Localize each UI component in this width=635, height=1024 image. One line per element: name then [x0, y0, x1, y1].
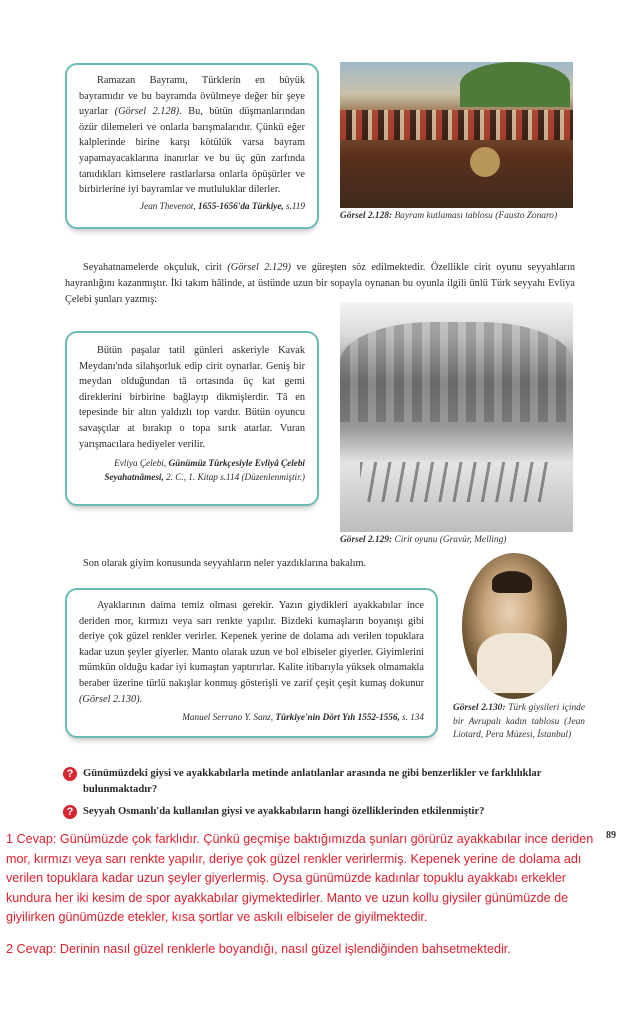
source-title: Türkiye'nin Dört Yılı 1552-1556,: [275, 712, 400, 723]
quote-box-thevenot: [65, 63, 319, 229]
paragraph-text-cont: ve güreşten söz edilmektedir. Özellikle cirit oyunu seyyahların hayranlığını kazanmıştır. İki takım hâlinde, at üstünde uzun bir sopayla oynanan bu oyunla ilgili ünlü Türk seyyahı Evliya Çelebi şunları yazmış:: [65, 262, 575, 305]
quote-source: [79, 710, 424, 724]
answers-block: [6, 830, 594, 971]
figure-label: Görsel 2.128:: [340, 211, 393, 221]
question-icon: ?: [63, 767, 77, 781]
trees-shape: [340, 322, 573, 422]
paragraph-text: Seyahatnamelerde okçuluk, cirit: [83, 262, 228, 273]
quote-source: [79, 456, 305, 484]
caption-text: Bayram kutlaması tablosu (Fausto Zonaro): [392, 211, 558, 221]
cirit-engraving-image: [340, 302, 573, 532]
figure-caption-2-129: [340, 534, 580, 548]
body-paragraph-giyim: Son olarak giyim konusunda seyyahların neler yazdıklarına bakalım.: [83, 558, 367, 569]
question-text: Seyyah Osmanlı'da kullanılan giysi ve ayakkabıların hangi özelliklerinden etkilenmiştir?: [83, 806, 485, 817]
question-1: [63, 766, 583, 798]
figure-label: Görsel 2.129:: [340, 535, 393, 545]
page-number: 89: [606, 830, 616, 841]
source-page: s.119: [283, 200, 305, 211]
figure-ref: (Görsel 2.129): [227, 262, 291, 273]
question-icon: ?: [63, 805, 77, 819]
caption-text: Türk giysileri içinde bir Avrupalı kadın tablosu (Jean Liotard, Pera Müzesi, İstanbul): [453, 703, 585, 740]
hair-shape: [492, 571, 532, 593]
source-title: 1655-1656'da Türkiye,: [197, 200, 284, 211]
figure-caption-2-128: [340, 210, 580, 224]
quote-box-evliya: [65, 331, 319, 506]
quote-text: Bütün paşalar tatil günleri askeriyle Kavak Meydanı'nda silahşorluk edip cirit oynarlar. Geniş bir meydan olduğundan tâ ortasında üç kat gemi direklerini birbirine bağlayıp dikmişlerdir. Tâ en tepesinde bir altın yaldızlı top vardır. Bütün oyuncu savaşçılar at bırakıp o topa sırık atarlar. Vuran yarışmacılara hediyeler verilir.: [79, 345, 305, 450]
source-author: Manuel Serrano Y. Sanz,: [182, 712, 276, 723]
horsemen-shape: [360, 462, 550, 502]
source-page: s. 134: [399, 712, 424, 723]
quote-text: [79, 598, 424, 707]
question-2: [63, 804, 603, 820]
tent-shape: [460, 62, 570, 107]
quote-body: Ramazan Bayramı, Türklerin en büyük bayramıdır ve bu bayramda övülmeye değer bir şeye uyarlar: [79, 75, 305, 118]
quote-body-cont: . Bu, bütün düşmanlarından özür dilemeleri ve onlarla barışmalarıdır. Çünkü eğer kalplerinde birine karşı kötülük varsa bayram yapamayacaklarına inanırlar ve bu üç gün zarfında tanıdıkları kimselere rastlarlarsa onlarla öpüşürler ve birbirlerine iyi bayramlar ve mutluluklar dilerler.: [79, 106, 305, 196]
source-author: Evliya Çelebi,: [114, 458, 169, 469]
quote-text: [79, 73, 305, 198]
question-text: Günümüzdeki giysi ve ayakkabılarla metinde anlatılanlar arasında ne gibi benzerlikler ve farklılıklar bulunmaktadır?: [83, 768, 542, 795]
figure-ref: (Görsel 2.130).: [79, 693, 143, 705]
dress-shape: [477, 633, 552, 693]
answer-1: 1 Cevap: Günümüzde çok farklıdır. Çünkü geçmişe baktığımızda şunları görürüz ayakkabılar ince deriden mor, kırmızı veya sarı renkte yapılır, deriye çok güzel renkler verirlermiş. Kepenek yerine de dolama adı verilen topuklara kadar uzun şeyler giyerlermiş. Oysa günümüzde kadınlar topuklu ayakkabı erkekler kundura her iki kesim de spor ayakkabılar giymektedirler. Manto ve uzun kollu giysiler günümüzde de giyilirken günümüzde etekler, kısa şortlar ve askılı elbiseler de giyilmektedir.: [6, 832, 594, 924]
quote-box-serrano: [65, 588, 438, 738]
quote-body: Ayaklarının daima temiz olması gerekir. Yazın giydikleri ayakkabılar ince deriden mor, kırmızı veya sarı renkte yapılır. Bizdeki kumaşların boyanışı gibi deriye çok güzel renkler verirler. Kepenek yerine de dolama adı verilen topuklara kadar uzun şeyler giyerler. Manto olarak uzun ve bol elbiseler giyerler. Giyimlerini mümkün olduğu kadar iyi kumaştan yaptırırlar. Kalite itibarıyla yüksek olmamakla beraber üzerine türlü nakışlar konmuş gösterişli ve zarif çeşit çeşit kumaş dokunur: [79, 600, 424, 689]
drum-shape: [470, 147, 500, 177]
bayram-painting-image: [340, 62, 573, 208]
caption-text: Cirit oyunu (Gravür, Melling): [392, 535, 507, 545]
crowd-shape: [340, 110, 573, 140]
quote-source: [79, 199, 305, 213]
body-paragraph-cirit: [65, 260, 575, 308]
source-title: Günümüz Türkçesiyle Evliyâ Çelebi Seyahatnâmesi,: [104, 458, 305, 483]
source-author: Jean Thevenot,: [140, 200, 198, 211]
source-page: 2. C., 1. Kitap s.114 (Düzenlenmiştir.): [163, 472, 305, 483]
figure-caption-2-130: [453, 702, 585, 743]
answer-2: 2 Cevap: Derinin nasıl güzel renklerle boyandığı, nasıl güzel işlendiğinden bahsetmektedir.: [6, 941, 511, 956]
liotard-portrait-image: [462, 553, 567, 699]
figure-label: Görsel 2.130:: [453, 703, 506, 713]
figure-ref: (Görsel 2.128): [114, 106, 180, 118]
